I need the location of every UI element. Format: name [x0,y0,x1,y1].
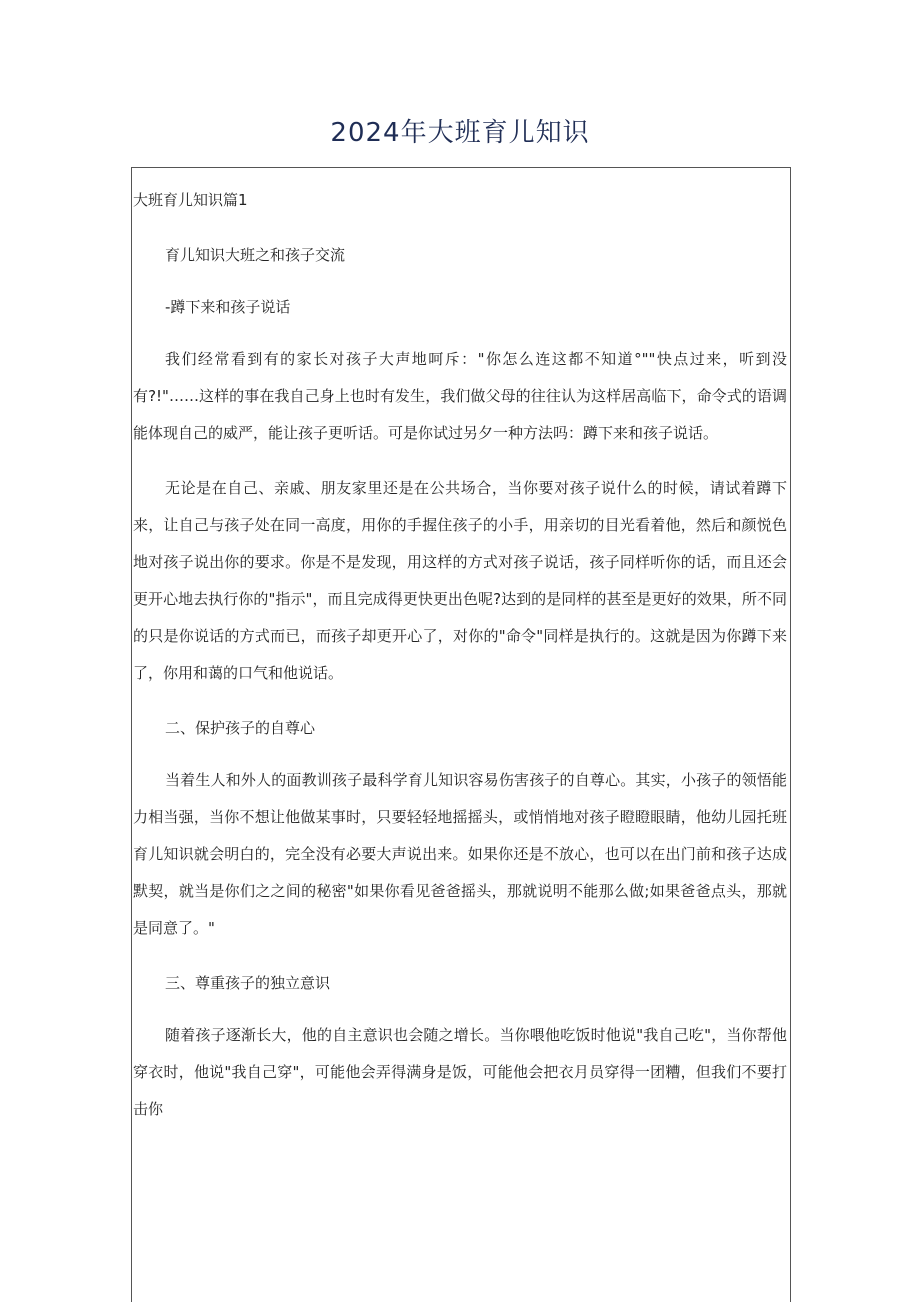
body-paragraph: 当着生人和外人的面教训孩子最科学育儿知识容易伤害孩子的自尊心。其实，小孩子的领悟能力相当强，当你不想让他做某事时，只要轻轻地摇摇头，或悄悄地对孩子瞪瞪眼睛，他幼儿园托班育儿知识就会明白的，完全没有必要大声说出来。如果你还是不放心，也可以在出门前和孩子达成默契，就当是你们之之间的秘密"如果你看见爸爸摇头，那就说明不能那么做;如果爸爸点头，那就是同意了。" [133,771,787,937]
body-paragraph: 我们经常看到有的家长对孩子大声地呵斥："你怎么连这都不知道°""快点过来，听到没有?!"……这样的事在我自己身上也时有发生，我们做父母的往往认为这样居高临下，命令式的语调能体现自己的威严，能让孩子更听话。可是你试过另夕一种方法吗：蹲下来和孩子说话。 [133,350,787,442]
document-body [133,182,787,1146]
document-title: 2024年大班育儿知识 [330,118,590,148]
subheading: 三、尊重孩子的独立意识 [165,974,331,992]
body-paragraph: 随着孩子逐渐长大，他的自主意识也会随之增长。当你喂他吃饭时他说"我自己吃"，当你帮他穿衣时，他说"我自己穿"，可能他会弄得满身是饭，可能他会把衣月员穿得一团糟，但我们不要打击你 [133,1026,787,1118]
subheading: -蹲下来和孩子说话 [165,298,291,316]
subheading: 二、保护孩子的自尊心 [165,719,316,737]
section-heading: 大班育儿知识篇1 [133,191,248,209]
subheading: 育儿知识大班之和孩子交流 [165,246,346,264]
body-paragraph: 无论是在自己、亲戚、朋友家里还是在公共场合，当你要对孩子说什么的时候，请试着蹲下来，让自己与孩子处在同一高度，用你的手握住孩子的小手，用亲切的目光看着他，然后和颜悦色地对孩子说出你的要求。你是不是发现，用这样的方式对孩子说话，孩子同样听你的话，而且还会更开心地去执行你的"指示"，而且完成得更快更出色呢?达到的是同样的甚至是更好的效果，所不同的只是你说话的方式而已，而孩子却更开心了，对你的"命令"同样是执行的。这就是因为你蹲下来了，你用和蔼的口气和他说话。 [133,479,787,682]
